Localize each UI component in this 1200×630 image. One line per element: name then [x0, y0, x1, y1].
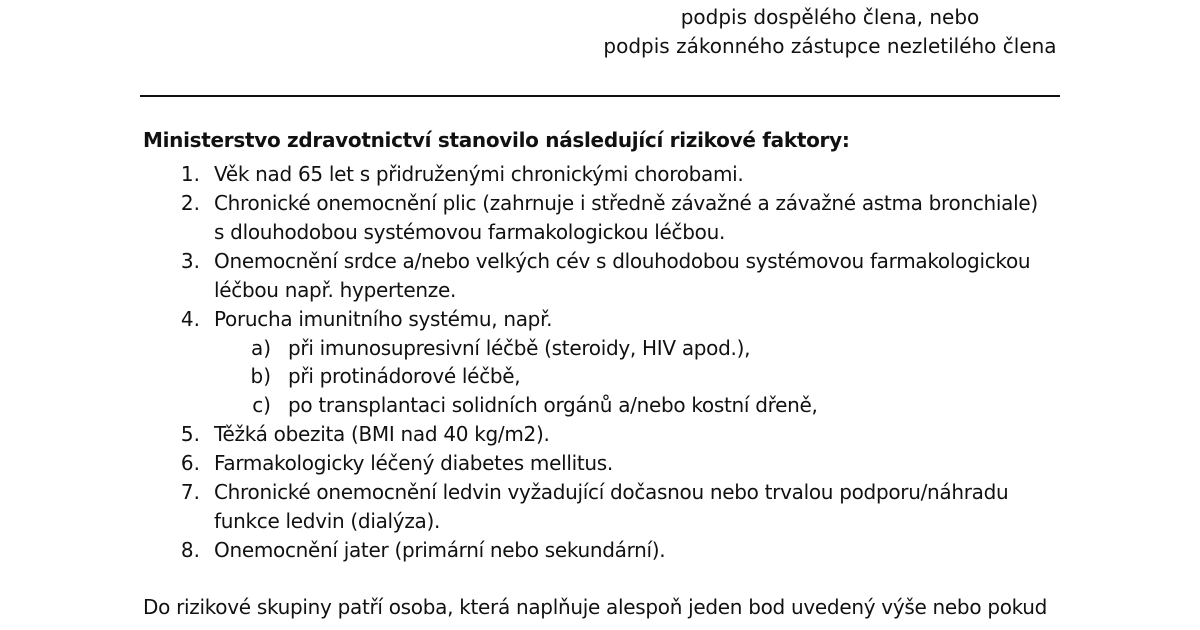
sub-item-text: po transplantaci solidních orgánů a/nebo kostní dřeně,	[288, 393, 818, 417]
list-item-text-continued: funkce ledvin (dialýza).	[214, 509, 441, 533]
list-item-text: Chronické onemocnění plic (zahrnuje i středně závažné a závažné astma bronchiale)	[214, 191, 1038, 215]
signature-divider	[140, 95, 1060, 97]
list-item-number: 7.	[180, 480, 200, 504]
list-item-text: Porucha imunitního systému, např.	[214, 307, 553, 331]
list-item-text: Farmakologicky léčený diabetes mellitus.	[214, 451, 613, 475]
sub-item-letter: a)	[250, 336, 271, 360]
list-item-text: Těžká obezita (BMI nad 40 kg/m2).	[214, 422, 550, 446]
list-item-number: 4.	[180, 307, 200, 331]
list-item-number: 6.	[180, 451, 200, 475]
sub-item-letter: b)	[250, 364, 271, 388]
footer-paragraph: Do rizikové skupiny patří osoba, která naplňuje alespoň jeden bod uvedený výše nebo pokud	[143, 595, 1048, 619]
sub-item-text: při imunosupresivní léčbě (steroidy, HIV apod.),	[288, 336, 751, 360]
sub-item-letter: c)	[252, 393, 271, 417]
list-item-text: Chronické onemocnění ledvin vyžadující dočasnou nebo trvalou podporu/náhradu	[214, 480, 1009, 504]
list-item-number: 5.	[180, 422, 200, 446]
signature-line-guardian: podpis zákonného zástupce nezletilého člena	[603, 34, 1057, 58]
list-item-text: Věk nad 65 let s přidruženými chronickými chorobami.	[214, 162, 744, 186]
list-item-text: Onemocnění srdce a/nebo velkých cév s dlouhodobou systémovou farmakologickou	[214, 249, 1031, 273]
list-item-number: 2.	[180, 191, 200, 215]
signature-line-adult: podpis dospělého člena, nebo	[680, 5, 980, 29]
list-item-text-continued: léčbou např. hypertenze.	[214, 278, 457, 302]
list-item-number: 8.	[180, 538, 200, 562]
list-item-number: 3.	[180, 249, 200, 273]
list-item-text: Onemocnění jater (primární nebo sekundární).	[214, 538, 666, 562]
list-item-number: 1.	[180, 162, 200, 186]
sub-item-text: při protinádorové léčbě,	[288, 364, 521, 388]
section-heading: Ministerstvo zdravotnictví stanovilo následující rizikové faktory:	[143, 128, 850, 152]
list-item-text-continued: s dlouhodobou systémovou farmakologickou léčbou.	[214, 220, 726, 244]
